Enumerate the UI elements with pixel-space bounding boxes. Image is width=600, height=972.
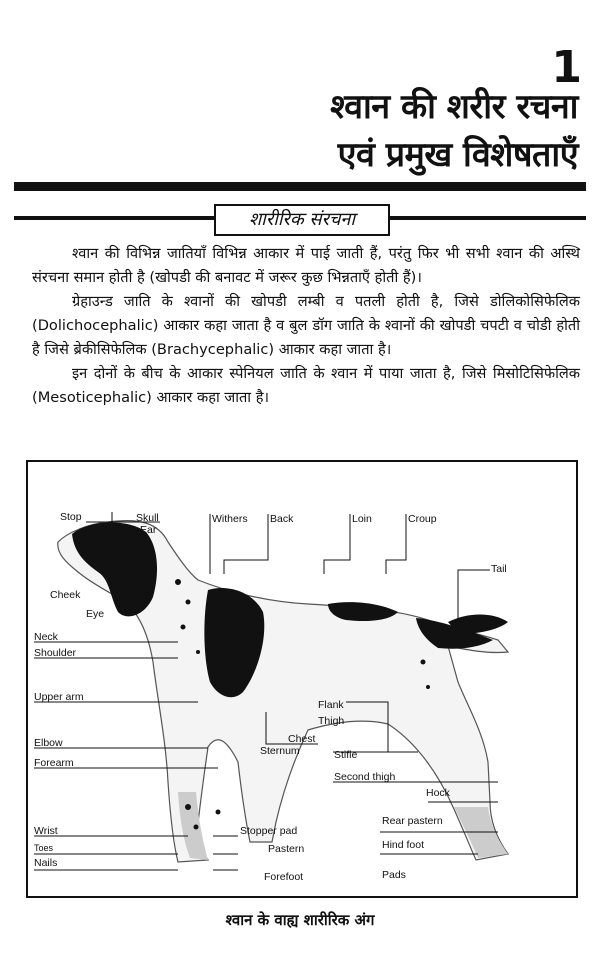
label-skull: Skull [136,512,159,524]
chapter-title-line1: श्वान की शरीर रचना [330,87,578,127]
label-rear-pastern: Rear pastern [382,815,443,827]
title-rule [14,182,586,191]
chapter-title-line2: एवं प्रमुख विशेषताएँ [337,135,578,175]
paragraph-3: इन दोनों के बीच के आकार स्पेनियल जाति के श्वान में पाया जाता है, जिसे मिसोटिसिफेलिक (Mesoticephalic) आकार कहा जाता है। [32,365,580,406]
label-elbow: Elbow [34,737,63,749]
label-wrist: Wrist [34,825,58,837]
label-sternum: Sternum [260,745,300,757]
label-stifle: Stifle [334,749,358,761]
label-second-thigh: Second thigh [334,771,396,783]
label-croup: Croup [408,513,437,525]
label-hock: Hock [426,787,450,799]
dog-anatomy-figure [26,460,578,898]
label-neck: Neck [34,631,58,643]
label-back: Back [270,513,294,525]
label-cheek: Cheek [50,589,81,601]
label-chest: Chest [288,733,316,745]
label-forefoot: Forefoot [264,871,304,883]
label-shoulder: Shoulder [34,647,77,659]
label-stop: Stop [60,511,82,523]
dog-body [58,521,508,862]
label-forearm: Forearm [34,757,74,769]
label-pastern: Pastern [268,843,305,855]
paragraph-2: ग्रेहाउन्ड जाति के श्वानों की खोपडी लम्बी व पतली होती है, जिसे डोलिकोसिफेलिक (Dolichocephalic) आकार कहा जाता है व बुल डॉग जाति के श्वानों की खोपडी चपटी व चोडी होती है जिसे ब्रेकीसिफेलिक (Brachycephalic) आकार कहा जाता है। [32,293,580,358]
label-withers: Withers [212,513,248,525]
label-hind-foot: Hind foot [382,839,425,851]
label-eye: Eye [86,608,105,620]
chapter-number: 1 [551,42,582,93]
label-nails: Nails [34,857,58,869]
label-pads: Pads [382,869,406,881]
label-toes: Toes [34,843,54,853]
label-tail: Tail [491,563,507,575]
label-upper-arm: Upper arm [34,691,84,703]
dog-illustration [28,462,576,896]
figure-caption: श्वान के वाह्य शारीरिक अंग [225,911,375,929]
paragraph-1: श्वान की विभिन्न जातियाँ विभिन्न आकार में पाई जाती हैं, परंतु फिर भी सभी श्वान की अस्थि संरचना समान होती है (खोपडी की बनावट में जरूर कुछ भिन्नताएँ होती हैं)। [32,245,580,286]
label-loin: Loin [352,513,372,525]
label-thigh: Thigh [318,715,345,727]
body-text [32,242,580,410]
label-stopper-pad: Stopper pad [240,825,298,837]
label-flank: Flank [318,699,344,711]
section-heading: शारीरिक संरचना [214,204,390,236]
label-ear: Ear [140,524,157,536]
